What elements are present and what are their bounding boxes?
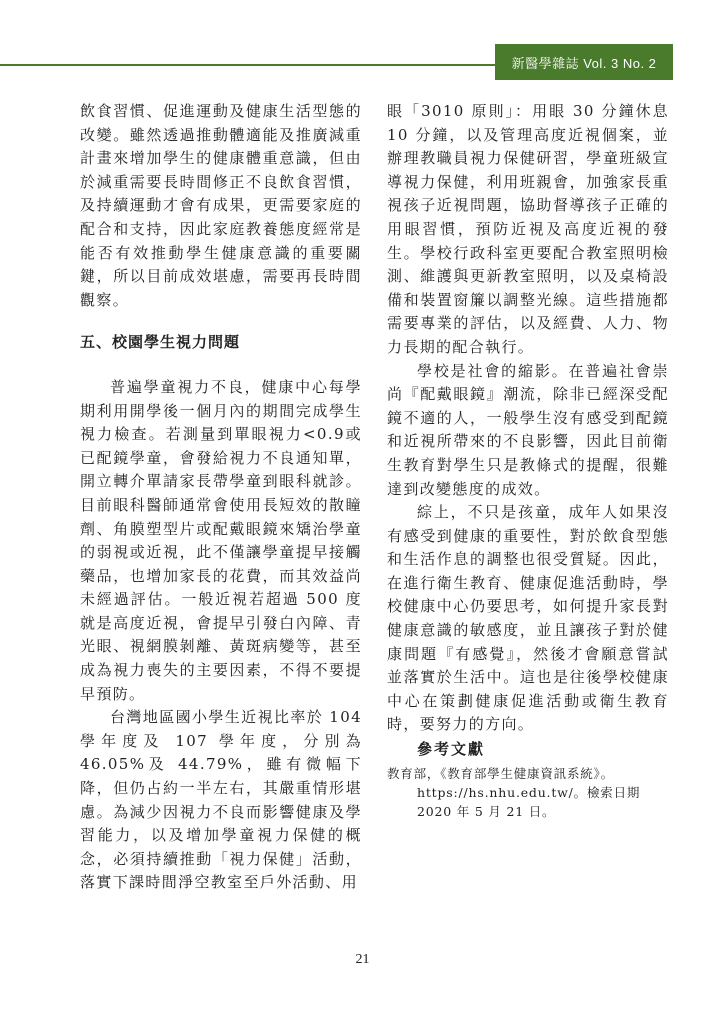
right-column bbox=[387, 100, 669, 821]
paragraph: 學校是社會的縮影。在普遍社會崇尚『配戴眼鏡』潮流，除非已經深受配鏡不適的人，一般學生沒有感受到配鏡和近視所帶來的不良影響，因此目前衛生教育對學生只是教條式的提醒，很難達到改變態度的成效。 bbox=[387, 361, 669, 498]
references-title: 參考文獻 bbox=[417, 740, 486, 759]
header-rule bbox=[0, 64, 495, 66]
journal-header: 新醫學雜誌 Vol. 3 No. 2 bbox=[495, 44, 673, 80]
reference-entry: 教育部，《教育部學生健康資訊系統》。https://hs.nhu.edu.tw/。檢索日期 2020 年 5 月 21 日。 bbox=[387, 765, 641, 819]
paragraph: 綜上，不只是孩童，成年人如果沒有感受到健康的重要性，對於飲食型態和生活作息的調整也很受質疑。因此，在進行衛生教育、健康促進活動時，學校健康中心仍要思考，如何提升家長對健康意識的敏感度，並且讓孩子對於健康問題『有感覺』，然後才會願意嘗試並落實於生活中。這也是往後學校健康中心在策劃健康促進活動或衛生教育時，要努力的方向。 bbox=[387, 503, 669, 734]
paragraph-continued: 眼「3010 原則」：用眼 30 分鐘休息 10 分鐘，以及管理高度近視個案，並辦理教職員視力保健研習，學童班級宣導視力保健，利用班親會，加強家長重視孩子近視問題，協助督導孩子正確的用眼習慣，預防近視及高度近視的發生。學校行政科室更要配合教室照明檢測、維護與更新教室照明，以及桌椅設備和裝置窗簾以調整光線。這些措施都需要專業的評估，以及經費、人力、物力長期的配合執行。 bbox=[387, 102, 669, 356]
section-title: 五、校園學生視力問題 bbox=[80, 333, 241, 352]
page-number: 21 bbox=[355, 952, 370, 967]
paragraph: 普遍學童視力不良，健康中心每學期利用開學後一個月內的期間完成學生視力檢查。若測量到單眼視力<0.9或已配鏡學童，會發給視力不良通知單，開立轉介單請家長帶學童到眼科就診。目前眼科醫師通常會使用長短效的散瞳劑、角膜塑型片或配戴眼鏡來矯治學童的弱視或近視，此不僅讓學童提早接觸藥品，也增加家長的花費，而其效益尚未經過評估。一般近視若超過 500 度就是高度近視，會提早引發白內障、青光眼、視網膜剝離、黃斑病變等，甚至成為視力喪失的主要因素，不得不要提早預防。 bbox=[80, 377, 362, 703]
left-column bbox=[80, 100, 362, 895]
paragraph-intro: 飲食習慣、促進運動及健康生活型態的改變。雖然透過推動體適能及推廣減重計畫來增加學生的健康體重意識，但由於減重需要長時間修正不良飲食習慣，及持續運動才會有成果，更需要家庭的配合和支持，因此家庭教養態度經常是能否有效推動學生健康意識的重要關鍵，所以目前成效堪慮，需要再長時間觀察。 bbox=[80, 102, 362, 309]
paragraph: 台灣地區國小學生近視比率於 104 學年度及 107 學年度，分別為 46.05%及 44.79%，雖有微幅下降，但仍占約一半左右，其嚴重情形堪慮。為減少因視力不良而影響健康及學習能力，以及增加學童視力保健的概念，必須持續推動「視力保健」活動，落實下課時間淨空教室至戶外活動、用 bbox=[80, 708, 362, 892]
